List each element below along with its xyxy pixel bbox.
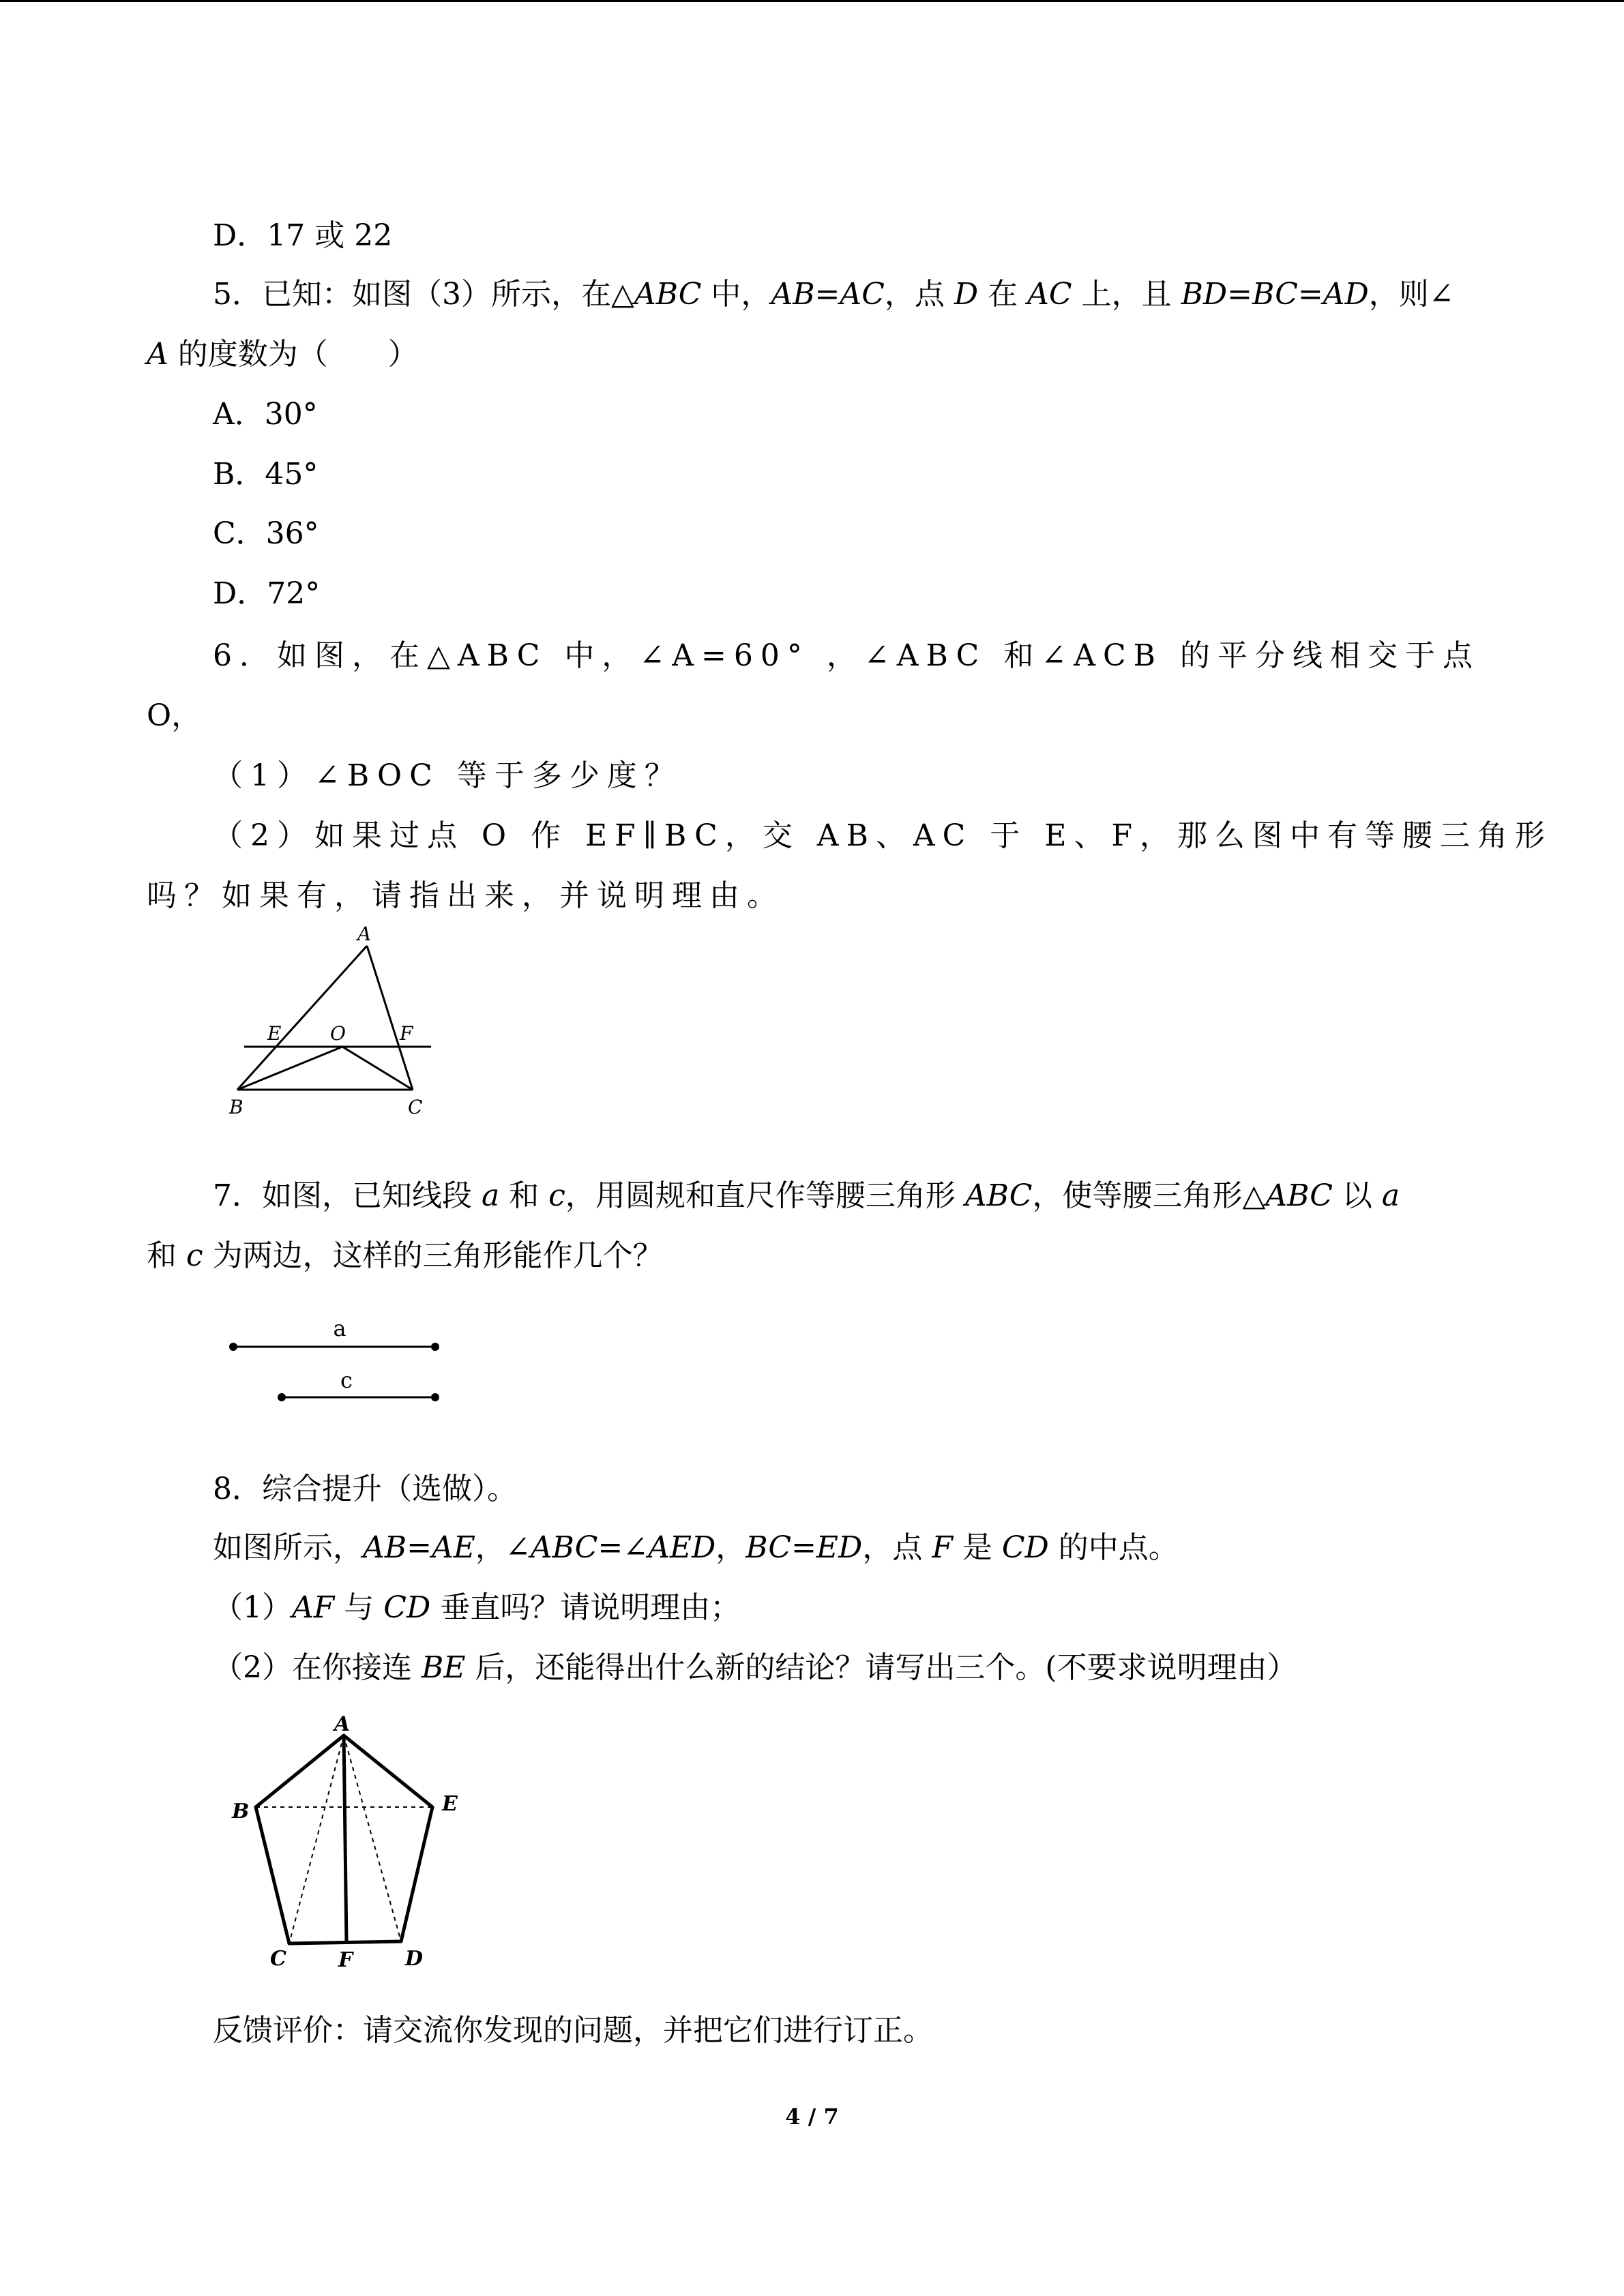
q8-title: 8．综合提升（选做）。 bbox=[213, 1472, 517, 1506]
q6-label-a: A bbox=[357, 923, 372, 945]
q8-pentagon-figure bbox=[218, 1705, 491, 1978]
q6-stem-line2: O， bbox=[147, 698, 202, 733]
q6-label-f: F bbox=[400, 1022, 413, 1045]
q8-label-c: C bbox=[270, 1947, 286, 1971]
page-number: 4 / 7 bbox=[785, 2104, 839, 2130]
top-border bbox=[0, 0, 1624, 2]
q8-part2: （2）在你接连 BE 后，还能得出什么新的结论？请写出三个。(不要求说明理由） bbox=[213, 1650, 1297, 1685]
q5-option-c: C．36° bbox=[213, 516, 319, 551]
q8-part1: （1）AF 与 CD 垂直吗？请说明理由； bbox=[213, 1590, 741, 1625]
q7-segment-c-label: c bbox=[340, 1367, 353, 1393]
q7-stem-line1: 7．如图，已知线段 a 和 c，用圆规和直尺作等腰三角形 ABC，使等腰三角形△ABC 以 a bbox=[213, 1178, 1400, 1213]
q7-segment-a-label: a bbox=[333, 1315, 346, 1341]
q4-option-d: D．17 或 22 bbox=[213, 218, 393, 253]
q5-option-a: A．30° bbox=[213, 397, 318, 432]
q8-label-f: F bbox=[338, 1948, 353, 1972]
q5-option-d: D．72° bbox=[213, 576, 321, 611]
q6-triangle-figure bbox=[218, 917, 443, 1122]
q6-part2-line2: 吗？如果有，请指出来，并说明理由。 bbox=[147, 878, 784, 913]
q6-label-o: O bbox=[330, 1022, 346, 1045]
q8-given: 如图所示，AB=AE，∠ABC=∠AED，BC=ED，点 F 是 CD 的中点。 bbox=[213, 1530, 1179, 1565]
q6-part1: （1）∠BOC 等于多少度？ bbox=[213, 758, 682, 793]
q5-stem-line1: 5．已知：如图（3）所示，在△ABC 中，AB=AC，点 D 在 AC 上，且 BD=BC=AD，则∠ bbox=[213, 277, 1454, 312]
feedback-text: 反馈评价：请交流你发现的问题，并把它们进行订正。 bbox=[213, 2013, 933, 2048]
q6-label-e: E bbox=[267, 1022, 282, 1045]
q7-stem-line2: 和 c 为两边，这样的三角形能作几个？ bbox=[147, 1238, 663, 1273]
q8-label-e: E bbox=[442, 1792, 458, 1816]
q7-segments-figure bbox=[225, 1313, 450, 1408]
q8-label-a: A bbox=[334, 1712, 351, 1736]
q6-stem-line1: 6．如图，在△ABC 中，∠A=60° ，∠ABC 和∠ACB 的平分线相交于点 bbox=[213, 638, 1480, 673]
q6-label-c: C bbox=[408, 1096, 423, 1118]
q5-option-b: B．45° bbox=[213, 457, 319, 492]
q6-part2-line1: （2）如果过点 O 作 EF∥BC，交 AB、AC 于 E、F，那么图中有等腰三角形 bbox=[213, 818, 1552, 853]
q6-label-b: B bbox=[229, 1096, 243, 1118]
q8-label-d: D bbox=[405, 1947, 424, 1971]
q8-label-b: B bbox=[232, 1800, 250, 1823]
q5-stem-line2: A 的度数为（ ） bbox=[147, 337, 418, 372]
